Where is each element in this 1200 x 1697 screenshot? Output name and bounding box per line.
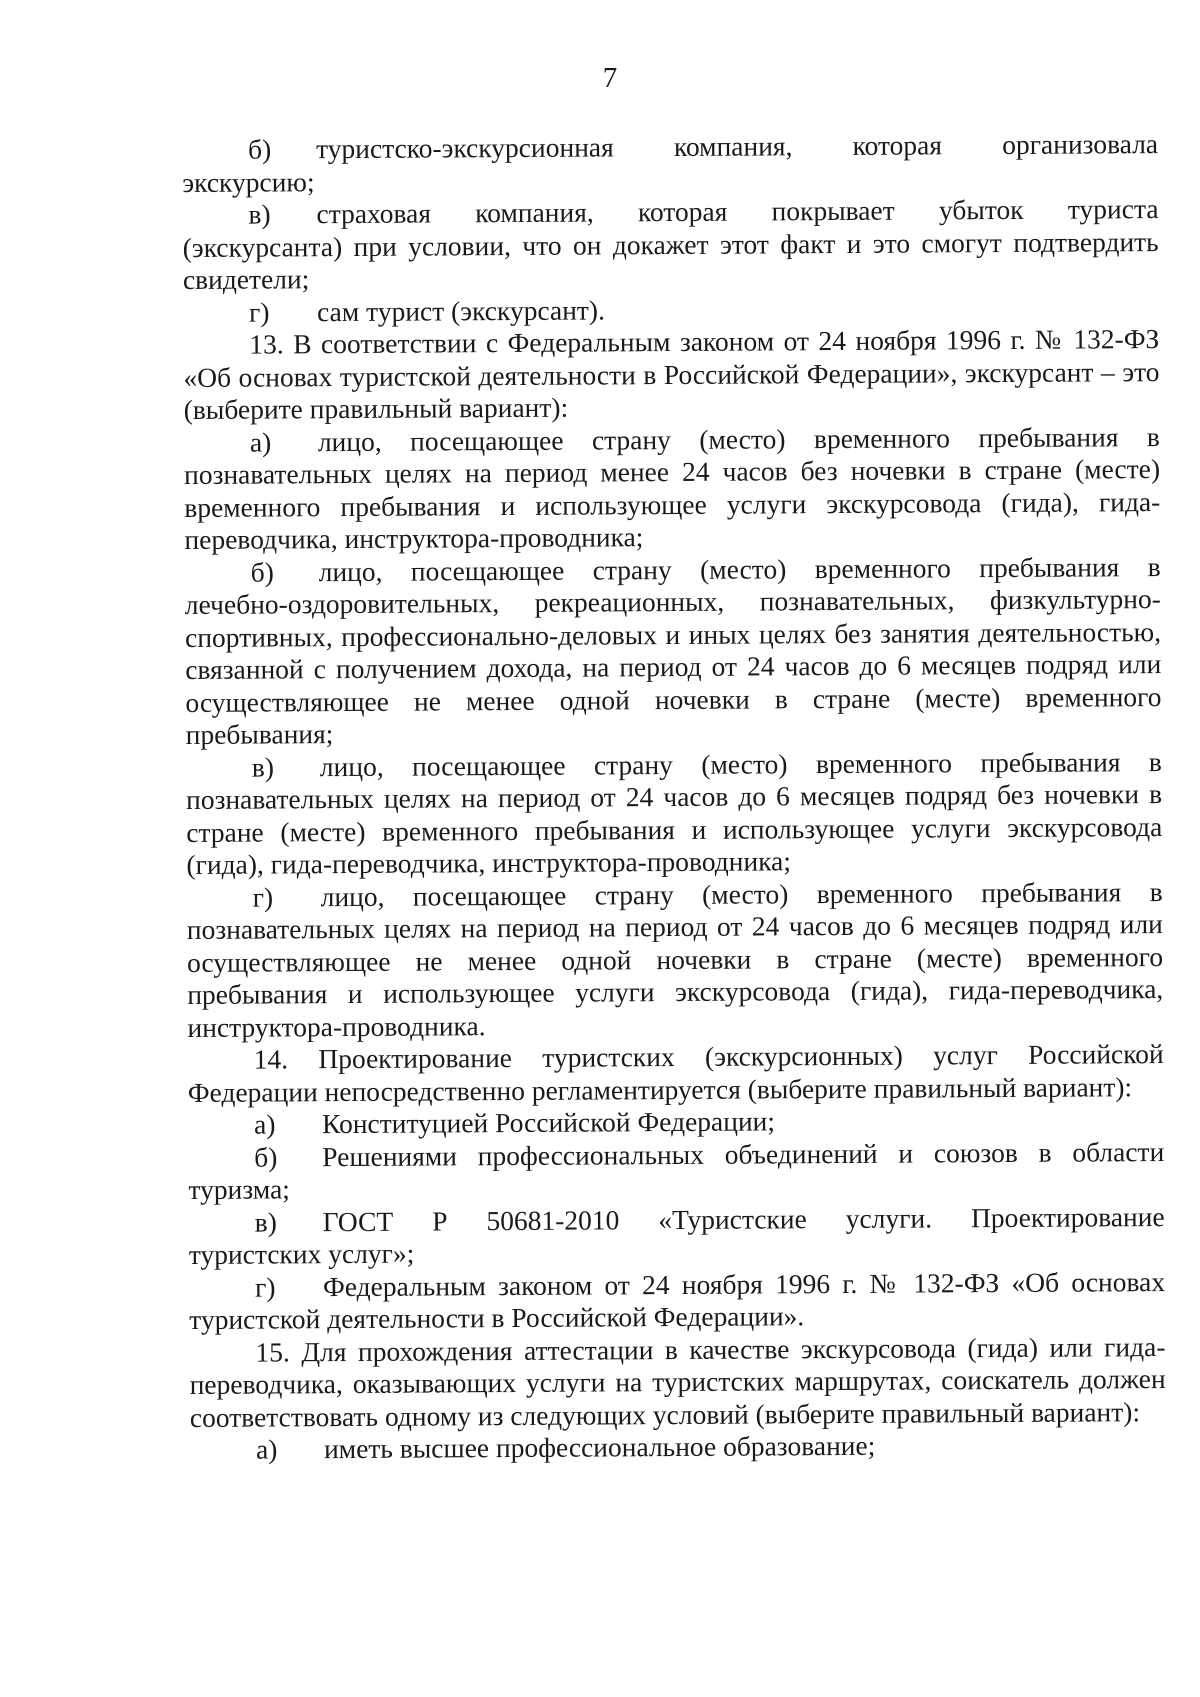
option-text-first-line: туристско-экскурсионная компания, которая организовала [315,128,1159,165]
option-text-first-line: страховая компания, которая покрывает убыток туриста [316,193,1159,230]
option-letter: а) [249,425,272,458]
answer-option [186,746,1163,882]
option-letter: г) [252,880,274,913]
option-text-first-line: лицо, посещающее страну (место) временного пребывания в [319,745,1162,782]
option-letter: в) [248,198,271,230]
answer-option [189,1266,1165,1337]
option-text-continuation: познавательных целях на период менее 24 часов без ночевки в стране (месте) временного пребывания и использующее услуги экскурсовода (гида), гида-переводчика, инструктора-проводника; [183,453,1161,555]
answer-option [190,1428,1166,1466]
option-letter: г) [254,1270,276,1303]
option-text-first-line: сам турист (экскурсант). [316,293,606,327]
document-body [182,128,1166,1466]
answer-option [182,193,1159,296]
option-text-continuation: (экскурсанта) при условии, что он докажет этот факт и это смогут подтвердить свидетели; [182,225,1159,295]
option-letter: а) [253,1108,276,1140]
answer-option [189,1201,1165,1272]
option-text-continuation: познавательных целях на период от 24 часов до 6 месяцев подряд без ночевки в стране (месте) временного пребывания и использующее услуги экскурсовода (гида), гида-переводчика, инструктора-проводника; [185,778,1163,880]
option-text-continuation: туристских услуг»; [188,1237,415,1270]
option-text-first-line: Федеральным законом от 24 ноября 1996 г. № 132-ФЗ «Об основах [322,1265,1166,1302]
answer-option [187,876,1164,1044]
option-letter: г) [248,295,270,328]
question-15: 15. Для прохождения аттестации в качестве экскурсовода (гида) или гида-переводчика, оказывающих услуги на туристских маршрутах, соискатель должен соответствовать одному из следующих условий (выберите правильный вариант): [189,1330,1166,1433]
option-text-first-line: лицо, посещающее страну (место) временного пребывания в [318,550,1161,587]
option-text-continuation: туристской деятельности в Российской Федерации». [189,1300,805,1335]
option-text-first-line: иметь высшее профессиональное образование; [323,1429,876,1465]
option-letter: б) [247,133,272,165]
option-letter: б) [254,1140,278,1173]
option-text-first-line: Решениями профессиональных объединений и союзов в области [322,1135,1165,1172]
option-letter: б) [250,555,274,588]
option-text-first-line: лицо, посещающее страну (место) временного пребывания в [317,420,1160,457]
answer-option [184,421,1161,557]
answer-option [185,551,1162,752]
option-letter: в) [251,750,275,783]
option-text-continuation: туризма; [188,1173,290,1205]
answer-option [188,1136,1164,1207]
question-14: 14. Проектирование туристских (экскурсионных) услуг Российской Федерации непосредственно регламентируется (выберите правильный вариант): [187,1038,1164,1108]
option-letter: в) [254,1205,277,1238]
answer-option [182,128,1158,199]
option-text-first-line: ГОСТ Р 50681-2010 «Туристские услуги. Проектирование [322,1200,1165,1237]
question-13: 13. В соответствии с Федеральным законом от 24 ноября 1996 г. № 132-ФЗ «Об основах туристской деятельности в Российской Федерации», экскурсант – это (выберите правильный вариант): [183,323,1160,425]
option-text-continuation: экскурсию; [182,165,315,198]
page-number: 7 [602,62,618,94]
option-text-continuation: познавательных целях на период на период от 24 часов до 6 месяцев подряд или осуществляющее не менее одной ночевки в стране (месте) временного пребывания и использующее услуги экскурсовода (гида), гида-переводчика, инструктора-проводника. [186,908,1164,1043]
option-text-first-line: лицо, посещающее страну (место) временного пребывания в [320,875,1163,912]
option-text-first-line: Конституцией Российской Федерации; [321,1105,776,1140]
option-letter: а) [255,1433,278,1465]
option-text-continuation: лечебно-оздоровительных, рекреационных, познавательных, физкультурно-спортивных, профессионально-деловых и иных целях без занятия деятельностью, связанной с получением дохода, на период от 24 часов до 6 месяцев подряд или осуществляющее не менее одной ночевки в стране (месте) временного пребывания; [184,583,1162,750]
